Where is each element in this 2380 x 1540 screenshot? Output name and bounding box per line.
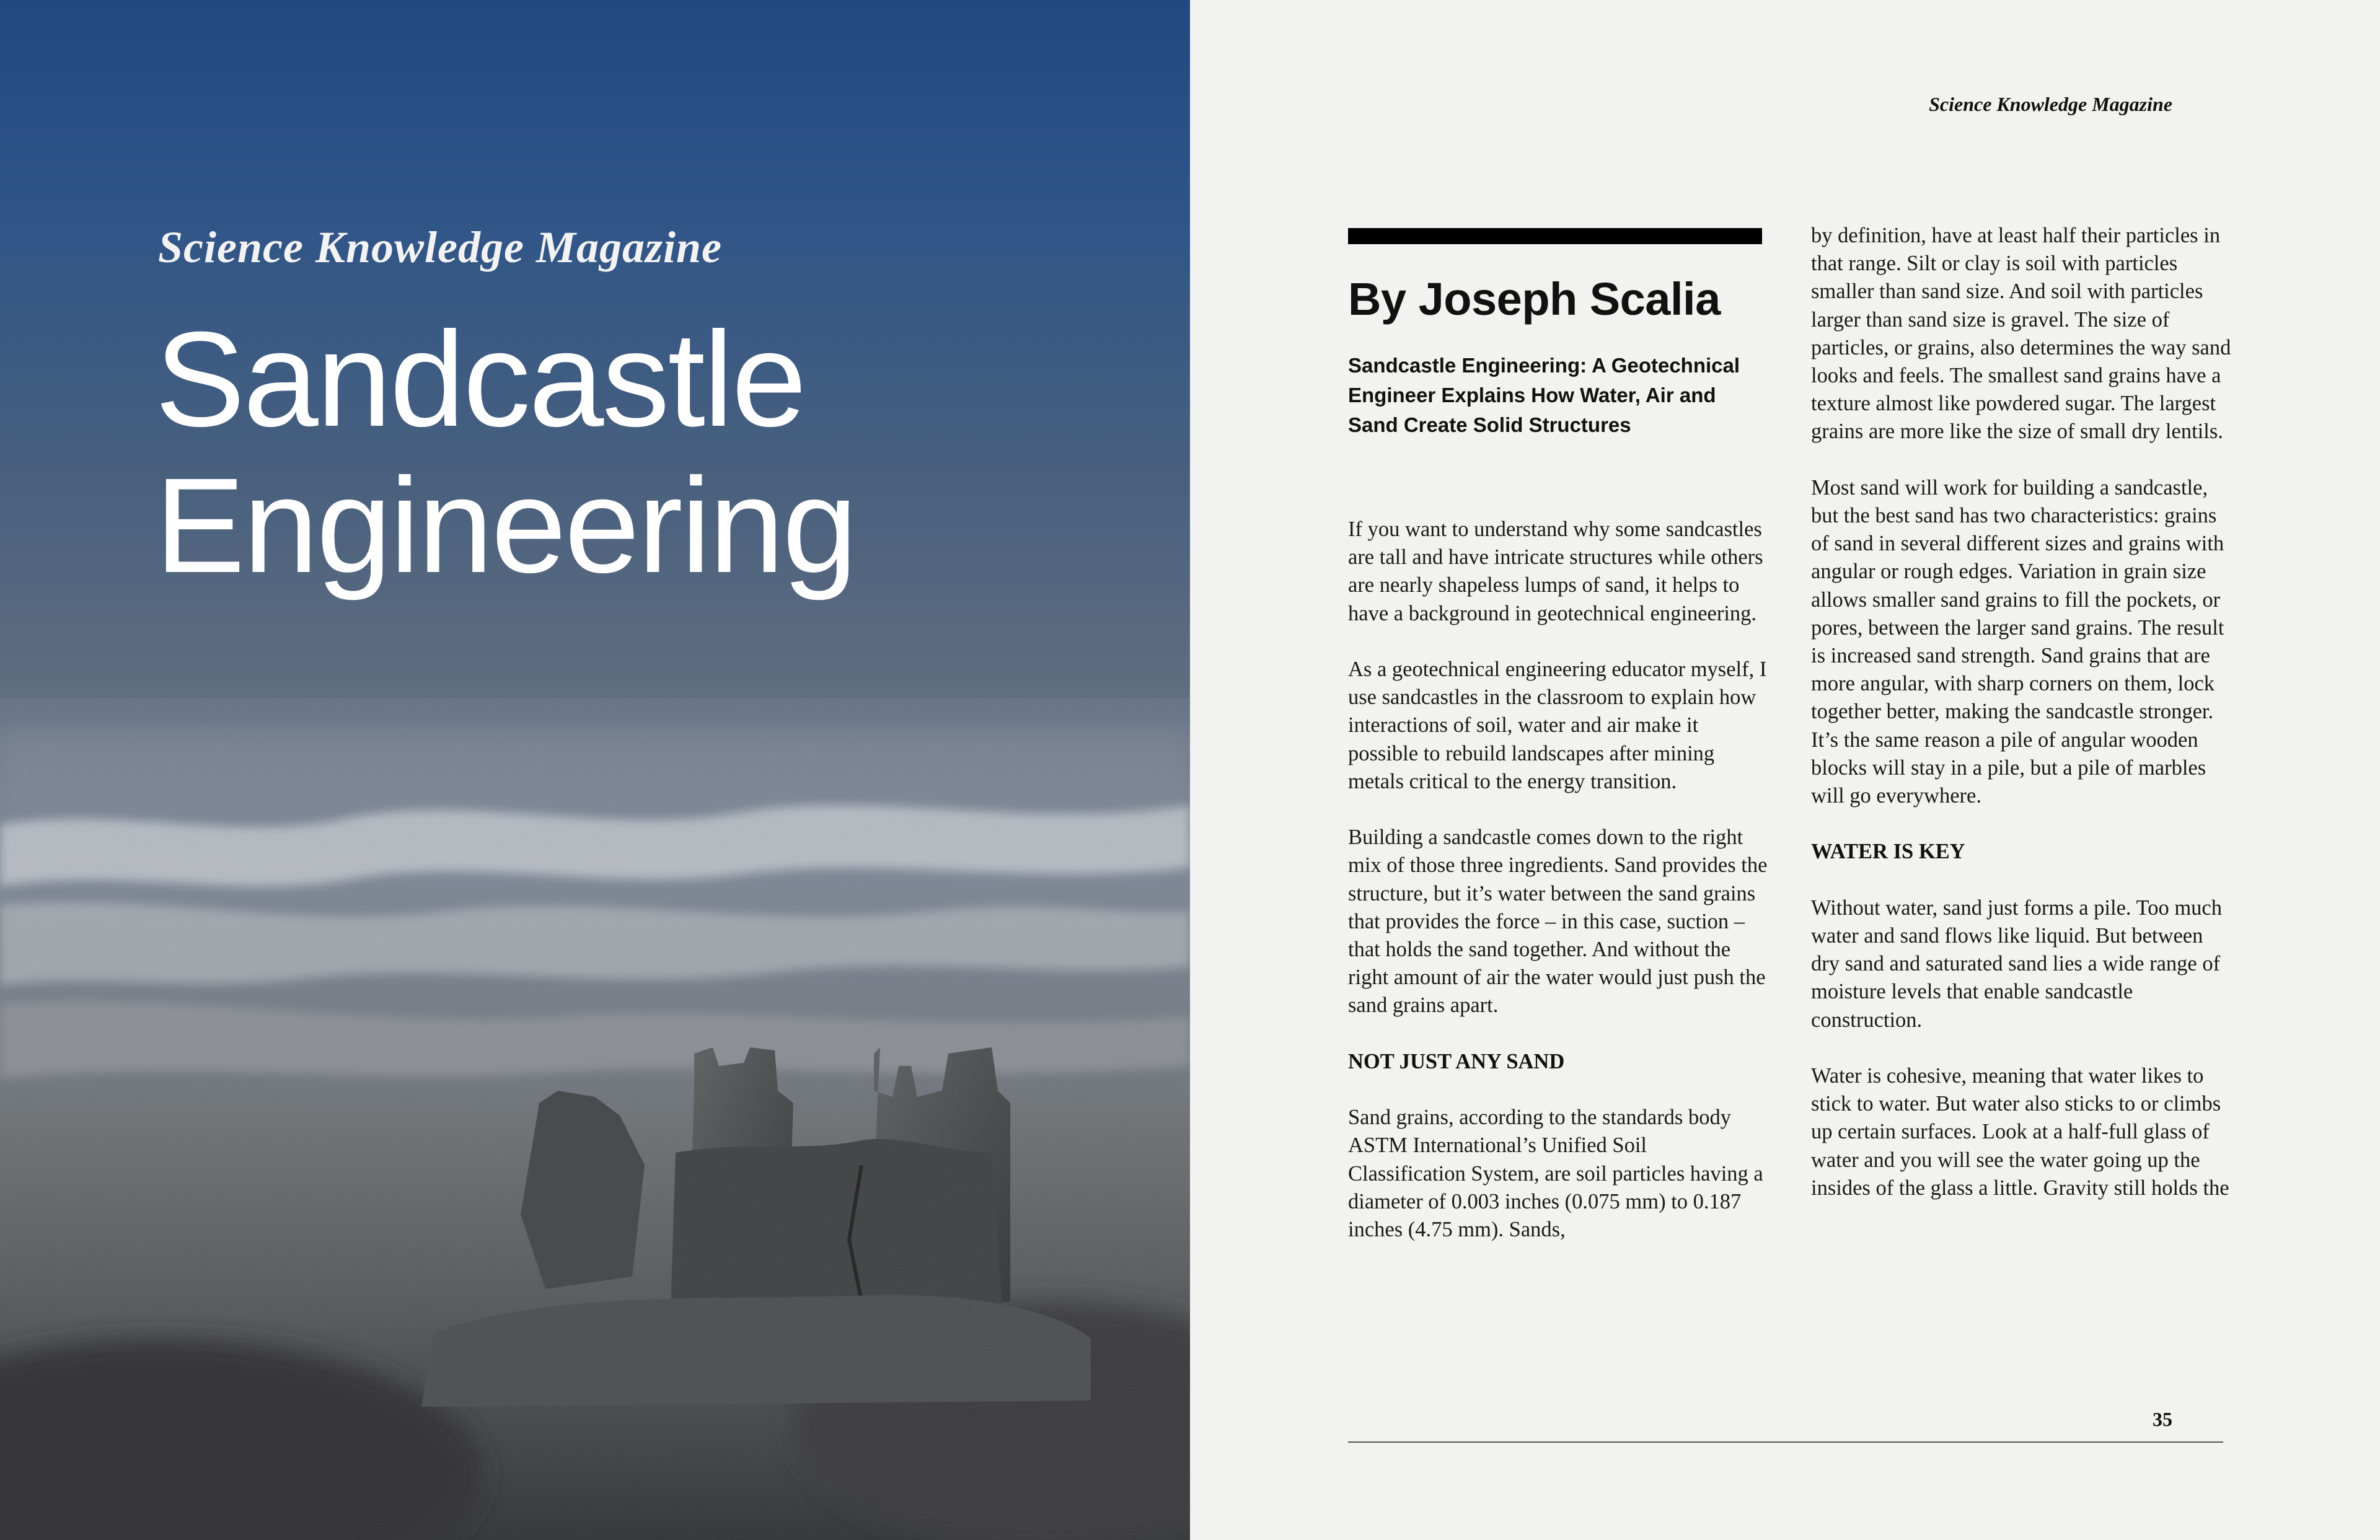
footer-rule: [1348, 1441, 2223, 1443]
article-page: [1190, 0, 2380, 1540]
article-deck: Sandcastle Engineering: A Geotechnical Engineer Explains How Water, Air and Sand Create Solid Structures: [1348, 354, 1740, 436]
title-rule: [1348, 228, 1762, 244]
paragraph: If you want to understand why some sandcastles are tall and have intricate structures while others are nearly shapeless lumps of sand, it helps to have a background in geotechnical engineering.: [1348, 517, 1763, 625]
paragraph: Sand grains, according to the standards body ASTM International’s Unified Soil Classification System, are soil particles having a diameter of 0.003 inches (0.075 mm) to 0.187 inches (4.75 mm). Sands,: [1348, 1106, 1763, 1242]
paragraph: Water is cohesive, meaning that water likes to stick to water. But water also sticks to or climbs up certain surfaces. Look at a half-full glass of water and you will see the water going up the insides of the glass a little. Gravity still holds the: [1811, 1064, 2229, 1200]
cover-title-line1: Sandcastle: [155, 304, 805, 455]
section-heading: WATER IS KEY: [1811, 840, 1965, 864]
paragraph: Building a sandcastle comes down to the right mix of those three ingredients. Sand provides the structure, but it’s water between the sand grains that provides the force – in this case, suction – that holds the sand together. And without the right amount of air the water would just push the sand grains apart.: [1348, 825, 1768, 1018]
paragraph: Without water, sand just forms a pile. Too much water and sand flows like liquid. But between dry sand and saturated sand lies a wide range of moisture levels that enable sandcastle construction.: [1811, 895, 2222, 1032]
cover-title-line2: Engineering: [155, 451, 856, 601]
paragraph: As a geotechnical engineering educator myself, I use sandcastles in the classroom to explain how interactions of soil, water and air make it possible to rebuild landscapes after mining metals critical to the energy transition.: [1348, 658, 1767, 793]
paragraph: Most sand will work for building a sandcastle, but the best sand has two characteristics: grains of sand in several different sizes and grains with angular or rough edges. Variation in grain size allows smaller sand grains to fill the pockets, or pores, between the larger sand grains. The result is increased sand strength. Sand grains that are more angular, with sharp corners on them, lock together better, making the sandcastle stronger. It’s the same reason a pile of angular wooden blocks will stay in a pile, but a pile of marbles will go everywhere.: [1811, 475, 2224, 808]
cover-title: [155, 304, 856, 601]
section-heading: NOT JUST ANY SAND: [1348, 1049, 1565, 1073]
running-header: Science Knowledge Magazine: [1929, 93, 2172, 115]
page-number: 35: [2153, 1408, 2172, 1430]
article-column-1: [1348, 516, 1770, 1272]
paragraph: by definition, have at least half their particles in that range. Silt or clay is soil with particles smaller than sand size. And soil with particles larger than sand size is gravel. The size of particles, or grains, also determines the way sand looks and feels. The smallest sand grains have a texture almost like powdered sugar. The largest grains are more like the size of small dry lentils.: [1811, 224, 2231, 444]
magazine-name: Science Knowledge Magazine: [158, 222, 722, 272]
byline: By Joseph Scalia: [1348, 273, 1721, 325]
article-column-2: [1811, 222, 2232, 1230]
